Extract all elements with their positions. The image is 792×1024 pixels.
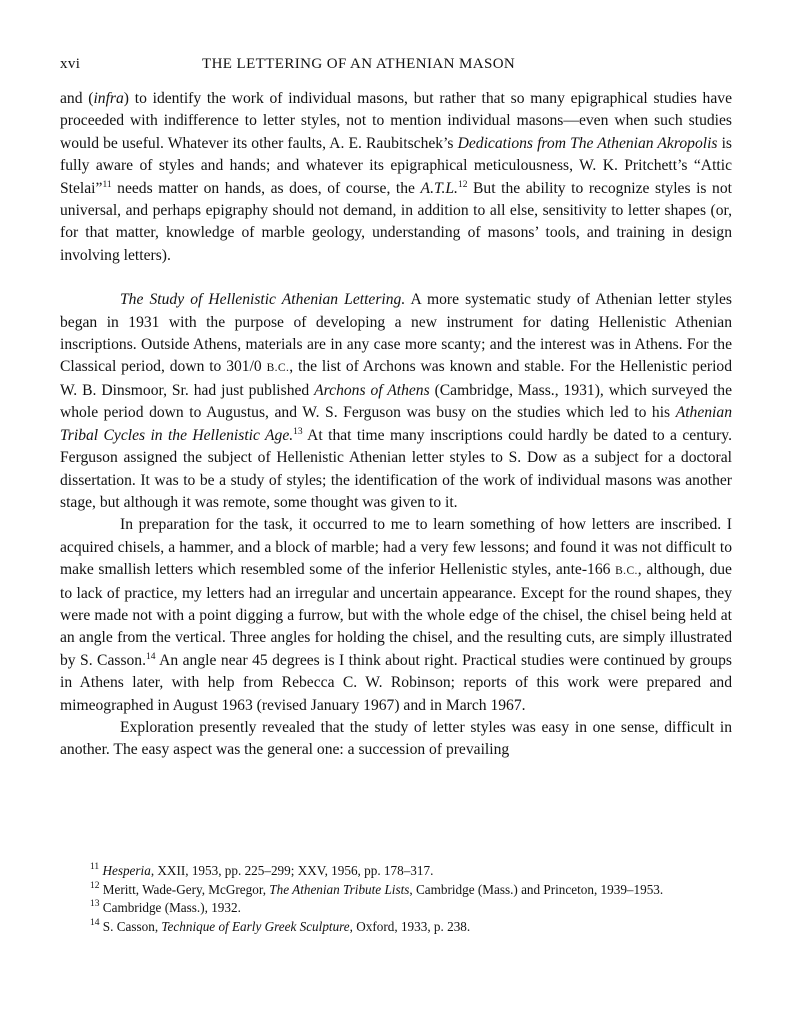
footnote-11 [60, 862, 732, 881]
text-run: A more systematic study of Athenian letter styles began in 1931 with the purpose of developing a new instrument for dating Hellenistic Athenian inscriptions. Outside Athens, materials are in any case more scanty; and the interest was in Athens. For the Classical period, down to 301/0 [60, 291, 732, 376]
text-run: But the ability to recognize styles is not universal, and perhaps epigraphy should not demand, in addition to all else, sensitivity to letter shapes (or, for that matter, knowledge of marble geology, understanding of masons’ tools, and training in design involving letters). [60, 179, 732, 264]
text-run: S. Casson, [102, 918, 162, 934]
book-title: The Athenian Tribute Lists [269, 881, 410, 897]
book-title: Athenian Tribal Cycles in the Hellenistic Age. [60, 404, 732, 444]
paragraph-2 [60, 289, 732, 514]
book-title: Technique of Early Greek Sculpture [161, 918, 350, 934]
text-run: In preparation for the task, it occurred to me to learn something of how letters are inscribed. I acquired chisels, a hammer, and a block of marble; had a very few lessons; and found it was not difficult to make smallish letters which resembled some of the inferior Hellenistic styles, ante-166 [60, 516, 732, 579]
page [60, 56, 732, 762]
text-run: is fully aware of styles and hands; and whatever its epigraphical meticulousness, W. K. Pritchett’s “Attic Stelai” [60, 134, 732, 197]
text-run: , although, due to lack of practice, my letters had an irregular and uncertain appearance. Except for the round shapes, they were made not with a point digging a furrow, but with the whole edge of the chisel, the chisel being held at an angle from the vertical. Three angles for holding the chisel, and the resulting cuts, are simply illustrated by S. Casson. [60, 561, 732, 669]
text-run: ) to identify the work of individual masons, but rather that so many epigraphical studies have proceeded with indifference to letter styles, not to mention individual masons—even when such studies would be useful. Whatever its other faults, A. E. Raubitschek’s [60, 90, 732, 152]
footnote-number: 14 [90, 917, 100, 928]
footnotes [60, 862, 732, 936]
text-run: Meritt, Wade-Gery, McGregor, [102, 881, 270, 897]
text-run: (Cambridge, Mass., 1931), which surveyed the whole period down to Augustus, and W. S. Ferguson was busy on the studies which led to his [60, 381, 732, 422]
running-title: THE LETTERING OF AN ATHENIAN MASON [202, 56, 516, 72]
text-run: , Oxford, 1933, p. 238. [349, 918, 471, 934]
footnote-13 [60, 899, 732, 918]
small-caps: B.C. [266, 362, 290, 375]
footnote-number: 12 [90, 880, 100, 891]
book-title: Dedications from The Athenian Akropolis [457, 134, 718, 152]
footnote-ref-11[interactable]: 11 [102, 179, 112, 190]
footnote-number: 11 [90, 862, 100, 872]
text-run: At that time many inscriptions could hardly be dated to a century. Ferguson assigned the subject of Hellenistic Athenian letter styles to S. Dow as a subject for a doctoral dissertation. It was to be a study of styles; the identification of the work of individual masons was another stage, but although it was remote, some thought was given to it. [60, 426, 732, 511]
text-run: Cambridge (Mass.), 1932. [102, 900, 241, 915]
book-title: A.T.L. [420, 179, 458, 197]
journal-title: Hesperia [102, 863, 151, 878]
footnote-ref-14[interactable]: 14 [146, 651, 156, 662]
running-header [60, 56, 732, 80]
section-heading: The Study of Hellenistic Athenian Lettering. [120, 291, 406, 309]
text-run: and ( [60, 90, 94, 107]
footnote-12 [60, 881, 732, 900]
text-run: , Cambridge (Mass.) and Princeton, 1939–1953. [409, 881, 664, 897]
paragraph-1 [60, 88, 732, 267]
book-title: Archons of Athens [314, 381, 430, 399]
paragraph-3 [60, 514, 732, 717]
text-run: Exploration presently revealed that the study of letter styles was easy in one sense, difficult in another. The easy aspect was the general one: a succession of prevailing [60, 718, 732, 759]
text-run: needs matter on hands, as does, of course, the [111, 179, 421, 197]
footnote-ref-13[interactable]: 13 [293, 426, 303, 437]
footnote-14 [60, 918, 732, 937]
page-number: xvi [60, 56, 81, 72]
footnote-ref-12[interactable]: 12 [457, 179, 468, 190]
small-caps: B.C. [615, 565, 638, 578]
text-run: An angle near 45 degrees is I think about right. Practical studies were continued by groups in Athens later, with help from Rebecca C. W. Robinson; reports of this work were prepared and mimeographed in August 1963 (revised January 1967) and in March 1967. [60, 651, 732, 714]
body-text [60, 88, 732, 762]
text-run: , the list of Archons was known and stable. For the Hellenistic period W. B. Dinsmoor, Sr. had just published [60, 358, 733, 399]
footnote-number: 13 [90, 899, 100, 909]
text-run: , XXII, 1953, pp. 225–299; XXV, 1956, pp. 178–317. [150, 863, 434, 878]
paragraph-4 [60, 717, 732, 762]
italic-run: infra [93, 90, 124, 107]
